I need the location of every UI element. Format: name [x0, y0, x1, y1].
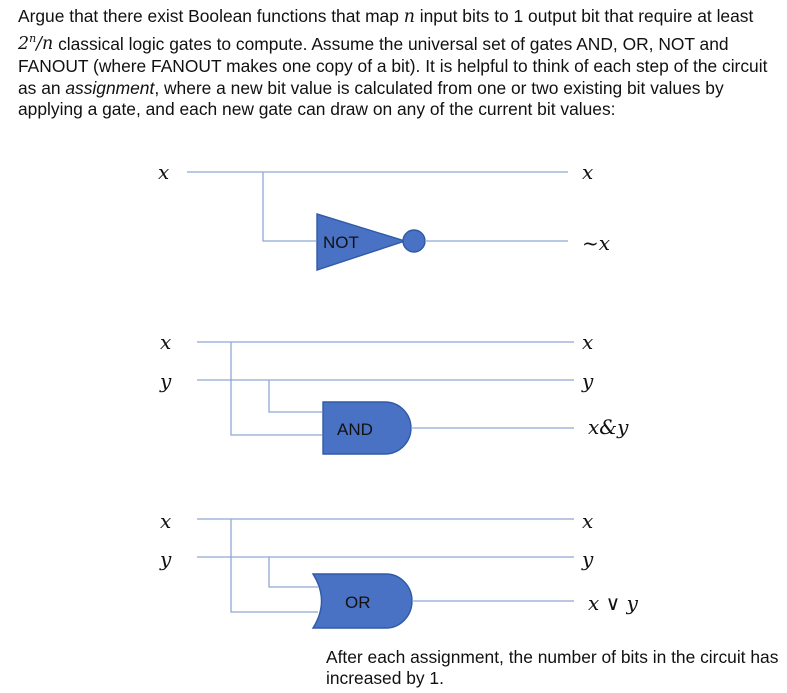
conclusion-text: After each assignment, the number of bits in the circuit has increased by 1.	[326, 647, 779, 688]
and-output-label: x&y	[588, 415, 629, 439]
math-n: n	[403, 7, 415, 27]
or-gate-label: OR	[345, 593, 371, 612]
or-input-y-label: y	[160, 547, 172, 571]
or-x-fanout	[231, 519, 318, 612]
or-input-x-label: x	[160, 509, 172, 533]
not-input-x-label: x	[158, 160, 170, 184]
not-output-notx-label: ~x	[582, 231, 611, 255]
not-bubble	[403, 230, 425, 252]
emphasis-assignment: assignment	[65, 77, 155, 98]
not-circuit	[158, 160, 610, 270]
and-gate-label: AND	[337, 420, 373, 439]
and-circuit	[159, 330, 629, 454]
and-x-fanout	[231, 342, 322, 435]
and-output-y-label: y	[582, 369, 594, 393]
not-output-x-label: x	[582, 160, 594, 184]
or-output-x-label: x	[582, 509, 594, 533]
or-circuit	[159, 509, 639, 628]
and-input-y-label: y	[160, 369, 172, 393]
math-2n-over-n: 2$^n$/n	[18, 32, 54, 55]
or-output-y-label: y	[582, 547, 594, 571]
not-gate-label: NOT	[323, 233, 359, 252]
or-y-fanout	[269, 557, 318, 587]
not-fanout-wire	[263, 172, 316, 241]
and-y-fanout	[269, 380, 322, 412]
or-output-label: x ∨ y	[588, 591, 638, 615]
and-input-x-label: x	[160, 330, 172, 354]
problem-statement: Argue that there exist Boolean functions that map n input bits to 1 output bit that require at least 2$^n$/n classical logic gates to compute. Assume the universal set of gates AND, OR, NOT and FANOUT (where FANOUT makes one copy of a bit). It is helpful to think of each step of the circuit as an assignment, where a new bit value is calculated from one or two existing bit values by applying a gate, and each new gate can draw on any of the current bit values:	[18, 6, 768, 120]
and-output-x-label: x	[582, 330, 594, 354]
